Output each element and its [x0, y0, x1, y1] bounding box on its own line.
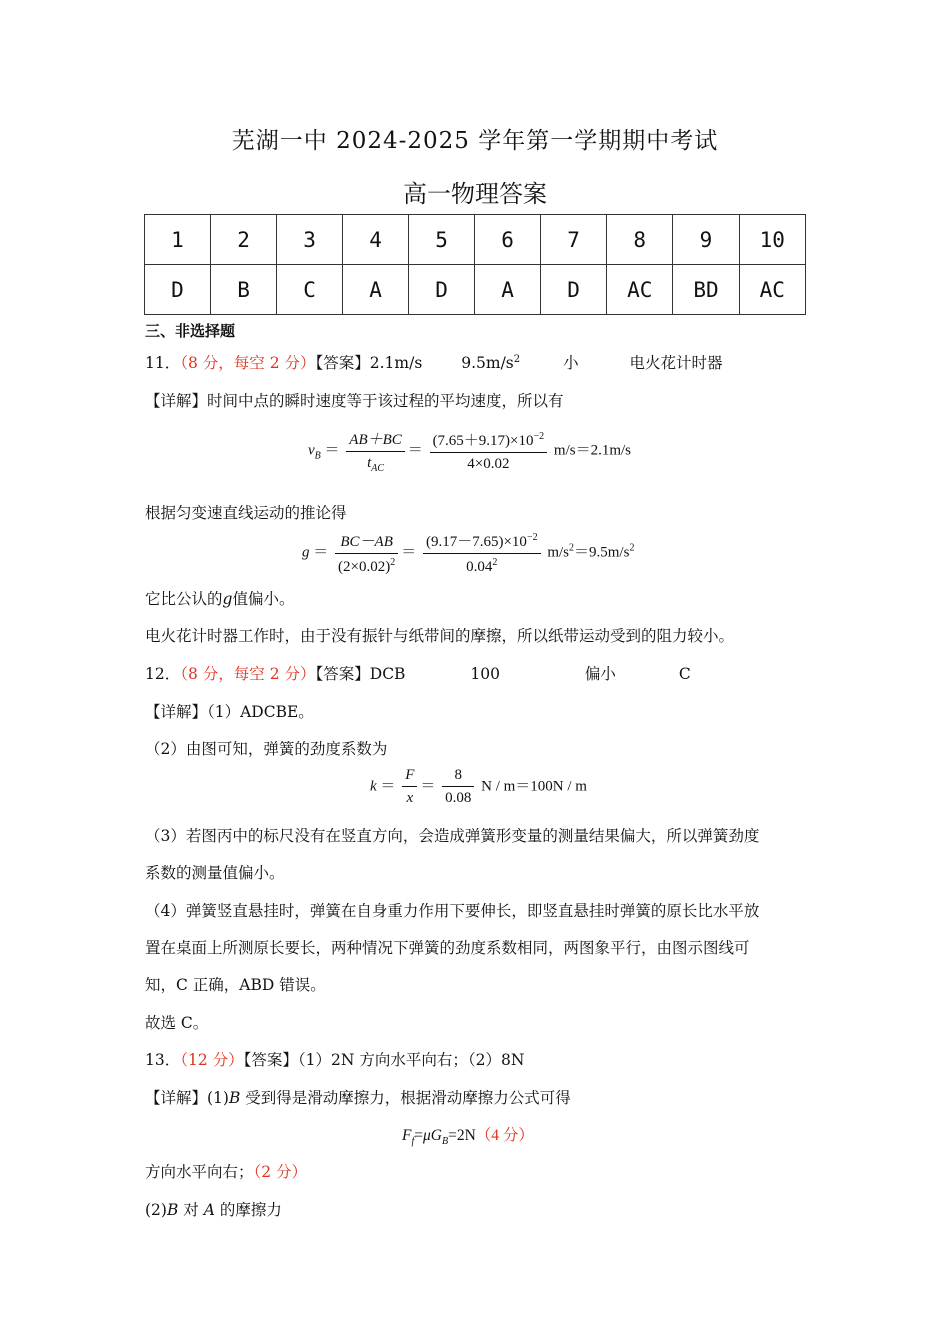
q11-answer-line: 11．（8 分，每空 2 分）【答案】2.1m/s $9.5m/s^2$ 小 电火花计时器 [145, 353, 723, 372]
answer-choice: BD [673, 265, 739, 315]
q12-detail-2: （2）由图可知，弹簧的劲度系数为 [145, 740, 388, 758]
formula-symbol: g [222, 590, 233, 608]
answer-choice: AC [739, 265, 805, 315]
formula-symbol: B [166, 1201, 179, 1219]
text-segment: 它比公认的 [145, 590, 223, 608]
q12-answer-4: C [678, 665, 691, 683]
question-number: 8 [607, 215, 673, 265]
formula-exponent: −2 [533, 431, 545, 442]
formula-symbol: B [228, 1089, 241, 1107]
q13-points: （12 分） [180, 1051, 244, 1069]
q13-answer-line [145, 1048, 524, 1070]
q13-detail-1 [145, 1086, 571, 1108]
answer-choice: D [541, 265, 607, 315]
fraction-denominator: 4×0.02 [467, 456, 510, 472]
fraction-denominator: 0.08 [445, 790, 472, 806]
q11-answer-2: 9.5m/s [461, 354, 514, 372]
fraction-numerator: AB＋BC [346, 428, 405, 452]
answer-choice: A [475, 265, 541, 315]
answer-choice-row [145, 265, 806, 315]
formula-result: =2N [448, 1127, 476, 1144]
q13-detail-2 [145, 1160, 307, 1182]
question-number: 5 [409, 215, 475, 265]
answer-choice: AC [607, 265, 673, 315]
question-number-row [145, 215, 806, 265]
fraction: $\frac{BC-AB}{(2\times 0.02)^2}$ [335, 530, 398, 576]
answer-choice: D [409, 265, 475, 315]
question-number: 10 [739, 215, 805, 265]
fraction-denominator: t [367, 455, 372, 471]
q11-answer-3: 小 [563, 354, 579, 372]
formula-result: m/s＝2.1m/s [553, 442, 632, 459]
q13-direction-points: （2 分） [253, 1163, 308, 1181]
q12-number: 12． [145, 665, 181, 683]
fraction-numerator: (9.17－7.65)×10 [425, 534, 527, 550]
formula-symbol: A [203, 1201, 215, 1219]
question-number: 1 [145, 215, 211, 265]
formula-subscript: B [314, 450, 321, 462]
question-number: 9 [673, 215, 739, 265]
q12-detail-3b: 系数的测量值偏小。 [145, 864, 285, 882]
question-number: 2 [211, 215, 277, 265]
exam-title: 芜湖一中 2024-2025 学年第一学期期中考试 [231, 128, 719, 154]
q12-answer-line [145, 662, 691, 684]
fraction-numerator: 8 [442, 767, 474, 787]
formula-unit: m/s [547, 544, 570, 561]
q11-formula-gravity: g ＝ $\frac{BC-AB}{(2\times 0.02)^2}$ ＝ $\frac{(9.17-7.65)\times 10^{-2}}{0.04^2}$ $m/s^2=9.5m/s^2$ [302, 532, 635, 575]
answer-label: 【答案】 [243, 1051, 298, 1069]
fraction [430, 429, 548, 473]
formula-symbol: F [402, 1127, 412, 1144]
fraction [402, 767, 417, 807]
q12-answer-3: 偏小 [584, 665, 616, 683]
formula-subscript: B [441, 1136, 449, 1148]
exam-subtitle: 高一物理答案 [403, 180, 547, 208]
fraction [346, 428, 405, 474]
q12-answer-1: DCB [369, 665, 406, 683]
question-number: 3 [277, 215, 343, 265]
answer-choice: A [343, 265, 409, 315]
fraction-denominator: 0.04 [466, 559, 493, 575]
fraction [442, 767, 474, 807]
question-number: 6 [475, 215, 541, 265]
formula-symbol: g [302, 544, 310, 561]
answer-choice: D [145, 265, 211, 315]
q13-formula-friction [402, 1123, 534, 1147]
formula-exponent: −2 [526, 532, 538, 543]
text-segment: 受到得是滑动摩擦力，根据滑动摩擦力公式可得 [240, 1089, 571, 1107]
text-segment: 对 [178, 1201, 204, 1219]
question-number: 4 [343, 215, 409, 265]
q12-answer-2: 100 [470, 665, 500, 683]
answer-choice: C [277, 265, 343, 315]
q11-answer-1: 2.1m/s [369, 354, 423, 372]
q11-points: （8 分，每空 2 分） [180, 354, 316, 372]
fraction-denominator: (2×0.02) [338, 559, 391, 575]
q13-number: 13． [145, 1051, 181, 1069]
q12-detail-3a: （3）若图丙中的标尺没有在竖直方向，会造成弹簧形变量的测量结果偏大，所以弹簧劲度 [145, 827, 760, 845]
fraction: $\frac{(9.17-7.65)\times 10^{-2}}{0.04^2}$ [423, 530, 541, 576]
q11-formula-velocity: $v_B$ ＝ $\frac{AB+BC}{t_{AC}}$ ＝ $\frac{(7.65+9.17)\times 10^{-2}}{4\times 0.02}$ m/s＝2.1m/s [308, 428, 631, 474]
formula-symbol: v [308, 442, 315, 459]
q11-detail: 【详解】时间中点的瞬时速度等于该过程的平均速度，所以有 [145, 392, 564, 410]
q13-detail-3 [145, 1198, 282, 1220]
q11-answer-4: 电火花计时器 [629, 354, 723, 372]
q13-formula-points: （4 分） [475, 1127, 534, 1144]
q12-detail-4b: 置在桌面上所测原长要长，两种情况下弹簧的劲度系数相同，两图象平行，由图示图线可 [145, 939, 750, 957]
question-number: 7 [541, 215, 607, 265]
answer-label: 【答案】 [315, 665, 370, 683]
formula-symbol: μG [423, 1127, 442, 1144]
formula-result: ＝9.5m/s [574, 544, 630, 561]
text-segment: (2) [145, 1201, 167, 1219]
text-segment: 方向水平向右； [145, 1163, 254, 1181]
q11-line-2: 根据匀变速直线运动的推论得 [145, 504, 347, 522]
answer-label: 【答案】 [315, 354, 370, 372]
formula-subscript: AC [371, 463, 385, 474]
q12-detail-4a: （4）弹簧竖直悬挂时，弹簧在自身重力作用下要伸长，即竖直悬挂时弹簧的原长比水平放 [145, 902, 760, 920]
q12-detail-4c: 知，C 正确，ABD 错误。 [145, 976, 326, 994]
q12-points: （8 分，每空 2 分） [180, 665, 316, 683]
q11-number: 11． [145, 354, 181, 372]
q12-formula-spring: k ＝ $\frac{F}{x}$ ＝ $\frac{8}{0.08}$ N / m＝100N / m [370, 767, 587, 806]
q11-line-4: 电火花计时器工作时，由于没有振针与纸带间的摩擦，所以纸带运动受到的阻力较小。 [145, 627, 735, 645]
text-segment: 的摩擦力 [214, 1201, 282, 1219]
fraction-numerator: (7.65＋9.17)×10 [432, 433, 534, 449]
q11-line-3 [145, 587, 294, 609]
fraction-numerator: BC－AB [335, 530, 398, 554]
fraction-numerator: F [402, 767, 417, 787]
choice-answer-table [144, 214, 806, 315]
section-heading: 三、非选择题 [145, 322, 236, 340]
text-segment: 值偏小。 [232, 590, 295, 608]
formula-subscript: f [411, 1136, 415, 1148]
formula-result: N / m＝100N / m [481, 778, 587, 795]
answer-choice: B [211, 265, 277, 315]
q12-detail-5: 故选 C。 [145, 1014, 209, 1032]
formula-symbol: k [370, 778, 377, 795]
q12-detail-1: 【详解】（1）ADCBE。 [145, 703, 314, 721]
formula-operator: = [414, 1127, 423, 1144]
text-segment: 【详解】(1) [145, 1089, 229, 1107]
q13-answer: （1）2N 方向水平向右；（2）8N [297, 1051, 525, 1069]
fraction-denominator: x [406, 790, 414, 806]
